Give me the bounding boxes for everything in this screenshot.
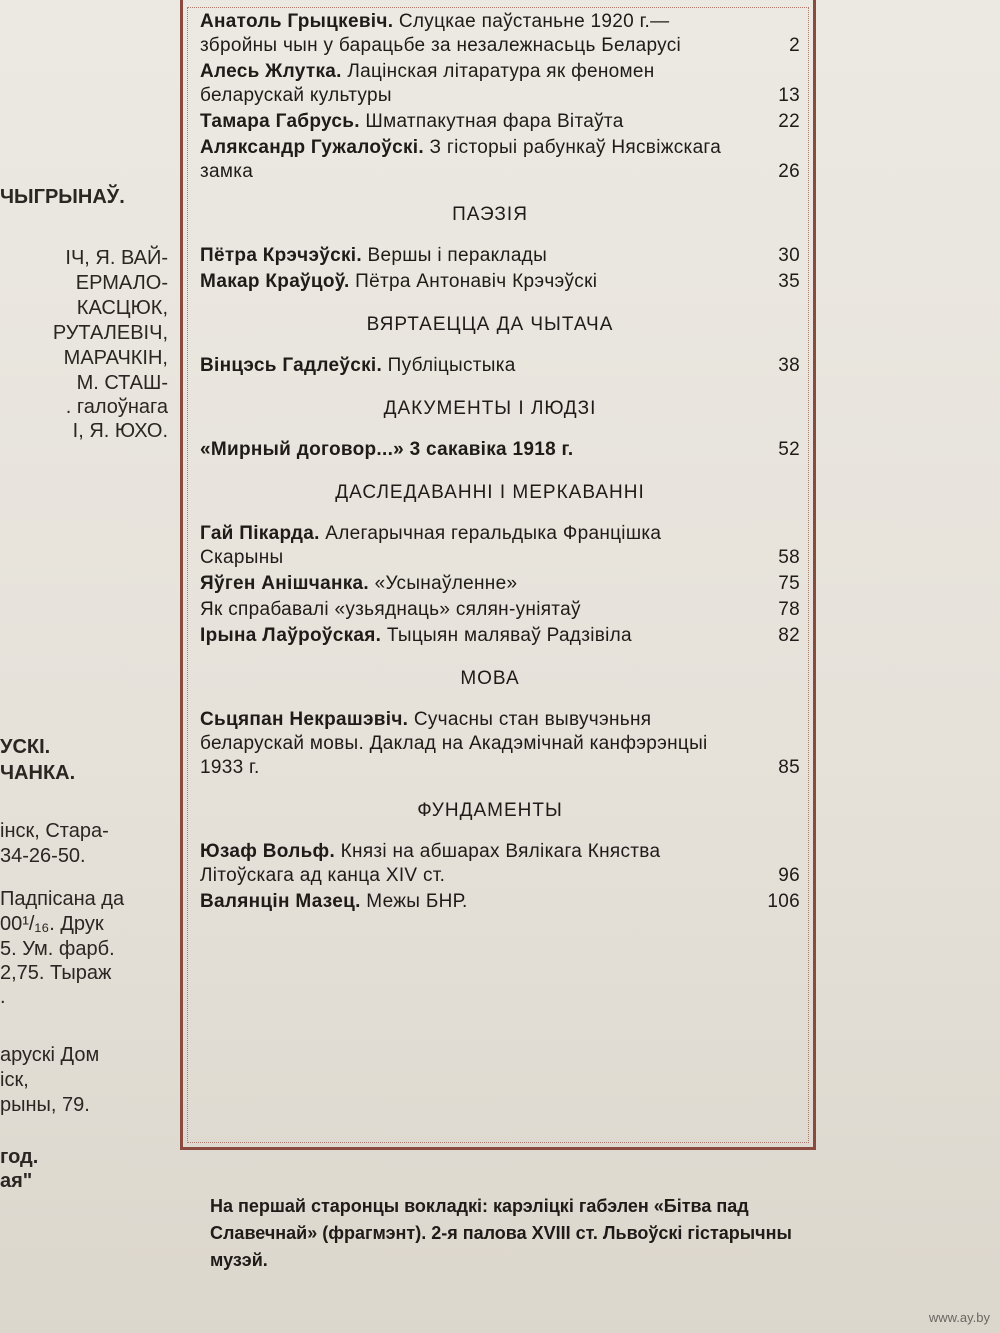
- left-text-line: КАСЦЮК,: [76, 297, 168, 319]
- left-text-line: МАРАЧКІН,: [63, 347, 168, 369]
- entry-author: Вінцэсь Гадлеўскі.: [200, 355, 383, 376]
- watermark: www.ay.by: [928, 1310, 990, 1325]
- left-text-line: 5. Ум. фарб.: [0, 938, 115, 960]
- entry-title: Князі на абшарах Вялікага Княства Літоўскага ад канца XIV ст.: [200, 841, 661, 886]
- toc-entry: [200, 522, 800, 570]
- entry-author: Ірына Лаўроўская.: [200, 625, 382, 646]
- left-text-line: ІЧ, Я. ВАЙ-: [65, 247, 168, 269]
- toc-entry: [200, 572, 800, 596]
- entry-author: Гай Пікарда.: [200, 523, 320, 544]
- left-text-line: Падпісана да: [0, 888, 125, 910]
- entry-page: 85: [778, 757, 800, 778]
- toc-entry: [200, 244, 800, 268]
- left-text-line: . галоўнага: [65, 396, 168, 418]
- entry-author: Сьцяпан Некрашэвіч.: [200, 709, 409, 730]
- entry-author: Юзаф Вольф.: [200, 841, 336, 862]
- entry-author: Яўген Анішчанка.: [200, 573, 369, 594]
- left-text-line: ЧАНКА.: [0, 762, 76, 784]
- entry-author: Валянцін Мазец.: [200, 891, 361, 912]
- entry-title: Слуцкае паўстаньне 1920 г.— збройны чын у барацьбе за незалежнасьць Беларусі: [200, 11, 682, 56]
- entry-title: Сучасны стан вывучэньня беларускай мовы. Даклад на Акадэмічнай канфэрэнцыі 1933 г.: [200, 709, 708, 778]
- entry-page: 2: [789, 35, 800, 56]
- toc-entry: [200, 598, 800, 622]
- entry-title: Вершы і пераклады: [361, 245, 548, 266]
- entry-title: «Усынаўленне»: [369, 573, 518, 594]
- toc-entry: [200, 890, 800, 914]
- toc-entry: [200, 840, 800, 888]
- left-text-line: РУТАЛЕВІЧ,: [52, 322, 168, 344]
- left-text-line: 00¹/₁₆. Друк: [0, 913, 104, 935]
- left-text-line: ЧЫГРЫНАЎ.: [0, 186, 125, 208]
- entry-page: 30: [778, 245, 800, 266]
- section-heading: МОВА: [460, 668, 520, 689]
- toc-entry: [200, 136, 800, 184]
- toc-entry: [200, 438, 800, 462]
- left-text-line: рыны, 79.: [0, 1094, 90, 1116]
- entry-page: 58: [778, 547, 800, 568]
- entry-author: Тамара Габрусь.: [200, 111, 360, 132]
- left-text-line: інск, Стара-: [0, 820, 109, 842]
- entry-title: Тыцыян маляваў Радзівіла: [381, 625, 632, 646]
- entry-author: Макар Краўцоў.: [200, 271, 350, 292]
- section-heading: ВЯРТАЕЦЦА ДА ЧЫТАЧА: [366, 314, 614, 335]
- entry-page: 52: [778, 439, 800, 460]
- entry-page: 106: [767, 891, 800, 912]
- section-heading: ДАКУМЕНТЫ І ЛЮДЗІ: [383, 398, 597, 419]
- toc-entry: [200, 60, 800, 108]
- entry-title: Лацінская літаратура як феномен беларускай культуры: [200, 61, 655, 106]
- left-text-line: М. СТАШ-: [76, 372, 168, 394]
- table-of-contents: [200, 10, 800, 916]
- toc-entry: [200, 110, 800, 134]
- entry-title: Як спрабавалі «узьяднаць» сялян-уніятаў: [200, 599, 581, 620]
- entry-page: 75: [778, 573, 800, 594]
- entry-title: Шматпакутная фара Вітаўта: [359, 111, 624, 132]
- entry-author: Алесь Жлутка.: [200, 61, 342, 82]
- entry-title: Алегарычная геральдыка Францішка Скарыны: [200, 523, 662, 568]
- entry-author: «Мирный договор...» 3 сакавіка 1918 г.: [200, 439, 574, 460]
- cover-caption: На першай старонцы вокладкі: карэліцкі габэлен «Бітва пад Славечнай» (фрагмэнт). 2-я палова XVIII ст. Львоўскі гістарычны музэй.: [210, 1196, 792, 1270]
- section-heading: ФУНДАМЕНТЫ: [417, 800, 563, 821]
- left-text-line: іск,: [0, 1069, 29, 1091]
- toc-entry: [200, 270, 800, 294]
- entry-page: 96: [778, 865, 800, 886]
- left-text-line: 34-26-50.: [0, 845, 86, 867]
- entry-author: Аляксандр Гужалоўскі.: [200, 137, 424, 158]
- entry-title: Публіцыстыка: [382, 355, 516, 376]
- toc-entry: [200, 708, 800, 780]
- section-heading: ПАЭЗІЯ: [452, 204, 528, 225]
- section-heading: ДАСЛЕДАВАННІ І МЕРКАВАННІ: [335, 482, 645, 503]
- entry-page: 38: [778, 355, 800, 376]
- toc-entry: [200, 354, 800, 378]
- left-text-line: УСКІ.: [0, 736, 51, 758]
- entry-title: З гісторыі рабункаў Нясвіжскага замка: [200, 137, 722, 182]
- left-text-line: 2,75. Тыраж: [0, 962, 112, 984]
- entry-page: 26: [778, 161, 800, 182]
- entry-page: 82: [778, 625, 800, 646]
- left-text-line: ая": [0, 1170, 33, 1192]
- left-page-fragments: [0, 0, 170, 1333]
- entry-page: 78: [778, 599, 800, 620]
- entry-author: Анатоль Грыцкевіч.: [200, 11, 394, 32]
- entry-author: Пётра Крэчэўскі.: [200, 245, 362, 266]
- entry-page: 35: [778, 271, 800, 292]
- entry-title: Межы БНР.: [360, 891, 468, 912]
- left-text-line: .: [0, 986, 6, 1008]
- left-text-line: ЕРМАЛО-: [75, 272, 168, 294]
- entry-title: Пётра Антонавіч Крэчэўскі: [349, 271, 598, 292]
- toc-entry: [200, 624, 800, 648]
- left-text-line: год.: [0, 1146, 39, 1168]
- toc-entry: [200, 10, 800, 58]
- entry-page: 13: [778, 85, 800, 106]
- left-text-line: арускі Дом: [0, 1044, 100, 1066]
- left-text-line: І, Я. ЮХО.: [72, 420, 168, 442]
- entry-page: 22: [778, 111, 800, 132]
